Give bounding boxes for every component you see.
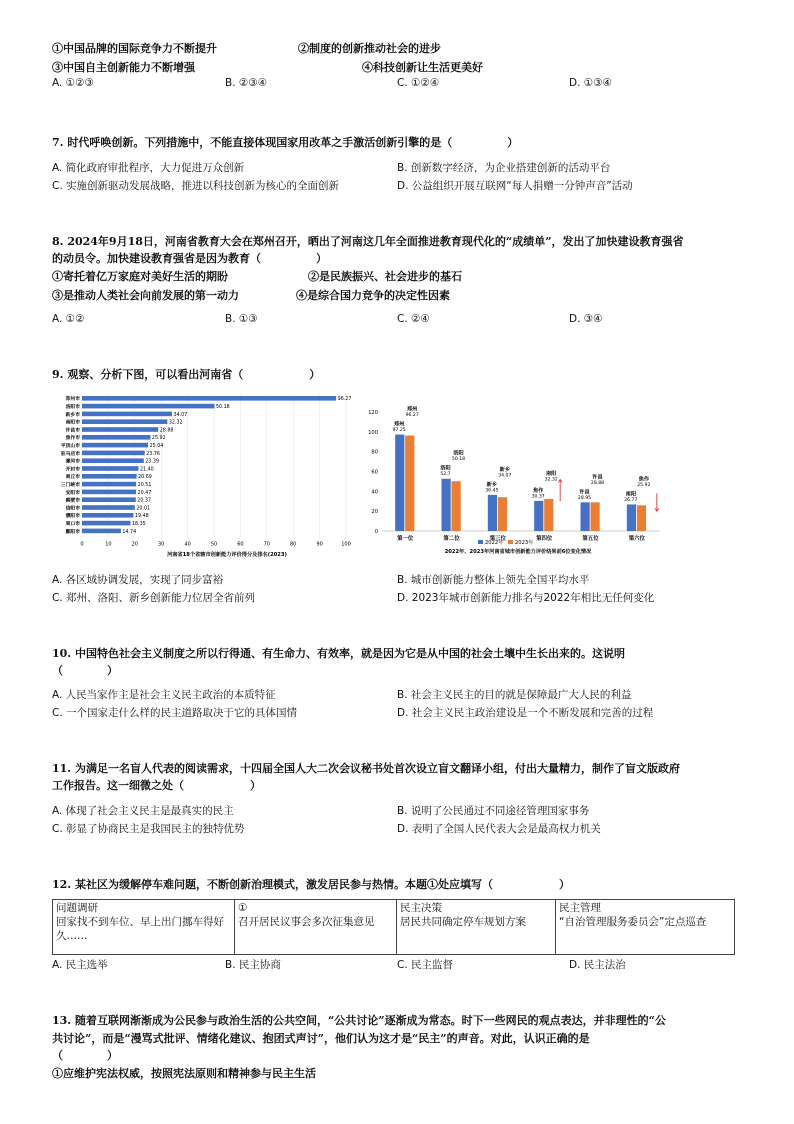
vbar-bar bbox=[534, 501, 543, 531]
q10-option-b: B. 社会主义民主的目的就是保障最广大人民的利益 bbox=[397, 689, 632, 701]
vbar-annotation-value: 96.27 bbox=[405, 413, 419, 419]
vbar-category-label: 第三位 bbox=[489, 536, 506, 542]
hbar-category-label: 平顶山市 bbox=[60, 444, 80, 449]
vbar-annotation-value: 97.25 bbox=[392, 428, 406, 434]
hbar-value-label: 23.39 bbox=[145, 459, 159, 465]
q13-stem-line-1: 13. 随着互联网渐渐成为公民参与政治生活的公共空间，“公共讨论”逐渐成为常态。时下一些网民的观点表达，并非理性的“公 bbox=[52, 1014, 666, 1027]
hbar-value-label: 34.07 bbox=[173, 412, 188, 418]
q12-cell-decision-desc: 居民共同确定停车规划方案 bbox=[400, 916, 526, 928]
q10-stem-line-2: （ ） bbox=[52, 664, 118, 677]
hbar-bar bbox=[82, 451, 145, 456]
legend-label-2023: 2023年 bbox=[515, 540, 534, 546]
hbar-value-label: 23.76 bbox=[146, 451, 160, 457]
hbar-bar bbox=[82, 458, 144, 463]
hbar-value-label: 28.88 bbox=[159, 428, 174, 434]
hbar-category-label: 南阳市 bbox=[65, 420, 80, 426]
vbar-bar bbox=[591, 502, 600, 531]
q9-option-b: B. 城市创新能力整体上领先全国平均水平 bbox=[397, 574, 590, 586]
hbar-category-label: 鹤壁市 bbox=[65, 498, 80, 504]
hbar-category-label: 濮阳市 bbox=[65, 514, 80, 520]
vbar-annotation-value: 36.45 bbox=[485, 488, 499, 494]
vbar-y-tick-label: 120 bbox=[368, 410, 378, 416]
vbar-annotation-city: 焦作 bbox=[532, 487, 544, 494]
q9-option-a: A. 各区域协调发展，实现了同步富裕 bbox=[52, 574, 224, 586]
q13-statement-1: ①应维护宪法权威，按照宪法原则和精神参与民主生活 bbox=[52, 1067, 316, 1080]
q11-option-b: B. 说明了公民通过不同途径管理国家事务 bbox=[397, 805, 590, 817]
vbar-bar bbox=[395, 435, 404, 531]
q11-option-a: A. 体现了社会主义民主是最真实的民主 bbox=[52, 805, 234, 817]
hbar-category-label: 新乡市 bbox=[65, 412, 80, 418]
q11-stem-line-1: 11. 为满足一名盲人代表的阅读需求，十四届全国人大二次会议秘书处首次设立盲文翻译小组，付出大量精力，制作了盲文版政府 bbox=[52, 762, 680, 775]
hbar-value-label: 19.48 bbox=[134, 514, 149, 520]
q8-option-b: B. ①③ bbox=[225, 313, 258, 325]
hbar-value-label: 25.04 bbox=[149, 444, 164, 449]
q9-option-d: D. 2023年城市创新能力排名与2022年相比无任何变化 bbox=[397, 592, 655, 604]
vbar-annotation-city: 焦作 bbox=[638, 476, 650, 483]
hbar-value-label: 32.32 bbox=[168, 420, 183, 426]
hbar-bar bbox=[82, 529, 121, 534]
q6-statement-3: ③中国自主创新能力不断增强 bbox=[52, 61, 195, 74]
hbar-chart-title: 河南省18个省辖市创新能力评价得分及排名(2023) bbox=[167, 552, 287, 558]
vbar-bar bbox=[498, 497, 507, 531]
hbar-x-tick-label: 50 bbox=[210, 541, 218, 548]
vbar-annotation-value: 26.77 bbox=[624, 497, 638, 503]
vbar-annotation-value: 25.92 bbox=[637, 482, 651, 488]
q8-statement-2: ②是民族振兴、社会进步的基石 bbox=[308, 270, 462, 283]
q8-option-a: A. ①② bbox=[52, 313, 85, 325]
q10-stem-line-1: 10. 中国特色社会主义制度之所以行得通、有生命力、有效率，就是因为它是从中国的社会土壤中生长出来的。这说明 bbox=[52, 647, 625, 660]
vbar-annotation-city: 洛阳 bbox=[453, 450, 464, 457]
q7-option-d: D. 公益组织开展互联网“每人捐赠一分钟声音”活动 bbox=[397, 180, 633, 192]
vbar-annotation-city: 郑州 bbox=[406, 406, 418, 413]
q11-option-d: D. 表明了全国人民代表大会是最高权力机关 bbox=[397, 823, 601, 835]
hbar-x-tick-label: 10 bbox=[105, 541, 112, 548]
q7-option-c: C. 实施创新驱动发展战略，推进以科技创新为核心的全面创新 bbox=[52, 180, 340, 192]
hbar-bar bbox=[82, 443, 148, 448]
hbar-value-label: 20.47 bbox=[137, 490, 152, 496]
vbar-annotation-value: 28.95 bbox=[577, 495, 592, 501]
hbar-value-label: 20.37 bbox=[137, 498, 152, 504]
vbar-annotation-city: 许昌 bbox=[592, 474, 603, 481]
vbar-bar bbox=[442, 479, 451, 531]
q8-option-d: D. ③④ bbox=[569, 313, 603, 325]
vbar-category-label: 第五位 bbox=[582, 536, 599, 542]
vbar-y-tick-label: 0 bbox=[374, 529, 378, 535]
city-innovation-score-chart bbox=[50, 390, 360, 560]
hbar-category-label: 郑州市 bbox=[65, 397, 80, 403]
q6-option-b: B. ②③④ bbox=[225, 77, 268, 89]
hbar-value-label: 20.51 bbox=[137, 483, 152, 488]
vbar-bar bbox=[452, 481, 461, 531]
vbar-category-label: 第二位 bbox=[443, 536, 460, 542]
hbar-category-label: 周口市 bbox=[65, 522, 80, 527]
vbar-annotation-city: 新乡 bbox=[486, 481, 498, 488]
q10-option-c: C. 一个国家走什么样的民主道路取决于它的具体国情 bbox=[52, 707, 298, 719]
vbar-annotation-value: 30.37 bbox=[531, 494, 545, 500]
vbar-bar bbox=[488, 495, 497, 531]
q8-statement-3: ③是推动人类社会向前发展的第一动力 bbox=[52, 289, 239, 302]
q12-cell-management-title: 民主管理 bbox=[559, 902, 601, 914]
hbar-bar bbox=[82, 466, 138, 471]
q13-stem-line-2: 共讨论”，而是“漫骂式批评、情绪化建议、抱团式声讨”，他们认为这才是“民主”的声音。对此，认识正确的是 bbox=[52, 1032, 590, 1045]
q8-stem-line-1: 8. 2024年9月18日，河南省教育大会在郑州召开，晒出了河南这几年全面推进教育现代化的“成绩单”，发出了加快建设教育强省 bbox=[52, 235, 684, 248]
q10-option-a: A. 人民当家作主是社会主义民主政治的本质特征 bbox=[52, 689, 276, 701]
hbar-bar bbox=[82, 505, 135, 510]
q10-option-d: D. 社会主义民主政治建设是一个不断发展和完善的过程 bbox=[397, 707, 654, 719]
hbar-value-label: 20.69 bbox=[138, 475, 152, 481]
q12-cell-decision bbox=[397, 900, 556, 955]
q12-process-table bbox=[52, 899, 735, 955]
q13-stem-line-3: （ ） bbox=[52, 1049, 118, 1062]
vbar-annotation-city: 洛阳 bbox=[440, 465, 451, 472]
hbar-x-tick-label: 70 bbox=[263, 541, 270, 548]
hbar-x-tick-label: 100 bbox=[341, 541, 351, 548]
hbar-category-label: 许昌市 bbox=[65, 428, 80, 434]
hbar-value-label: 21.40 bbox=[139, 467, 154, 473]
vbar-y-tick-label: 40 bbox=[371, 489, 378, 496]
hbar-value-label: 20.01 bbox=[136, 506, 151, 512]
hbar-value-label: 18.35 bbox=[131, 522, 146, 527]
vbar-annotation-city: 许昌 bbox=[579, 489, 590, 496]
hbar-x-tick-label: 60 bbox=[237, 541, 244, 548]
vbar-bar bbox=[627, 504, 636, 531]
q9-option-c: C. 郑州、洛阳、新乡创新能力位居全省前列 bbox=[52, 592, 256, 604]
hbar-bar bbox=[82, 513, 133, 518]
legend-swatch-2023 bbox=[508, 540, 513, 544]
q12-cell-survey-desc: 回家找不到车位、早上出门挪车得好久…… bbox=[56, 916, 224, 942]
vbar-annotation-value: 32.32 bbox=[544, 477, 558, 483]
q7-stem: 7. 时代呼唤创新。下列措施中，不能直接体现国家用改革之手激活创新引擎的是（ ） bbox=[52, 136, 519, 149]
q12-stem: 12. 某社区为缓解停车难问题，不断创新治理模式，激发居民参与热情。本题①处应填写（ ） bbox=[52, 878, 570, 891]
vbar-category-label: 第四位 bbox=[536, 536, 553, 542]
q8-statement-1: ①寄托着亿万家庭对美好生活的期盼 bbox=[52, 270, 228, 283]
hbar-bar bbox=[82, 412, 172, 417]
hbar-bar bbox=[82, 497, 136, 502]
vbar-chart-title: 2022年、2023年河南省城市创新能力评价结果前6位变化情况 bbox=[444, 549, 592, 555]
hbar-value-label: 50.18 bbox=[215, 405, 230, 410]
hbar-category-label: 焦作市 bbox=[65, 436, 80, 442]
vbar-bar bbox=[544, 499, 553, 531]
q6-option-d: D. ①③④ bbox=[569, 77, 612, 89]
q12-cell-blank-title: ① bbox=[238, 902, 248, 914]
hbar-value-label: 14.74 bbox=[122, 529, 137, 535]
q6-statement-1: ①中国品牌的国际竞争力不断提升 bbox=[52, 42, 217, 55]
hbar-category-label: 信阳市 bbox=[65, 506, 80, 512]
q12-cell-blank-desc: 召开居民议事会多次征集意见 bbox=[238, 916, 375, 928]
q6-statement-2: ②制度的创新推动社会的进步 bbox=[298, 42, 441, 55]
vbar-y-ticks bbox=[368, 410, 378, 535]
hbar-x-tick-label: 20 bbox=[131, 541, 138, 548]
hbar-category-label: 安阳市 bbox=[65, 490, 80, 496]
q12-option-a: A. 民主选举 bbox=[52, 959, 108, 971]
q6-option-a: A. ①②③ bbox=[52, 77, 94, 89]
hbar-category-label: 商丘市 bbox=[65, 475, 80, 481]
hbar-category-label: 驻马店市 bbox=[60, 451, 80, 457]
q11-option-c: C. 彰显了协商民主是我国民主的独特优势 bbox=[52, 823, 245, 835]
hbar-bar bbox=[82, 396, 336, 401]
q8-option-c: C. ②④ bbox=[397, 313, 430, 325]
vbar-annotation-value: 28.88 bbox=[590, 480, 605, 486]
vbar-y-tick-label: 20 bbox=[371, 509, 378, 516]
q7-option-b: B. 创新数字经济，为企业搭建创新的活动平台 bbox=[397, 162, 611, 174]
q12-cell-management-desc: “自治管理服务委员会”定点巡查 bbox=[559, 916, 707, 928]
hbar-bar bbox=[82, 427, 158, 432]
hbar-x-tick-label: 0 bbox=[80, 541, 84, 548]
q12-cell-blank bbox=[235, 900, 397, 955]
hbar-value-labels bbox=[122, 396, 351, 535]
vbar-annotation-value: 34.07 bbox=[498, 473, 512, 479]
hbar-category-label: 洛阳市 bbox=[65, 405, 80, 410]
q11-stem-line-2: 工作报告。这一细微之处（ ） bbox=[52, 779, 261, 792]
hbar-bar bbox=[82, 482, 136, 487]
legend-swatch-2022 bbox=[478, 540, 483, 544]
hbar-bar bbox=[82, 435, 150, 440]
vbar-bar bbox=[637, 505, 646, 531]
vbar-y-tick-label: 60 bbox=[371, 469, 378, 476]
vbar-annotation-city: 南阳 bbox=[545, 470, 557, 477]
hbar-category-label: 开封市 bbox=[65, 467, 80, 473]
q12-cell-management bbox=[556, 900, 735, 955]
top6-change-chart bbox=[360, 390, 670, 562]
vbar-annotation-city: 郑州 bbox=[393, 421, 405, 428]
hbar-value-label: 25.92 bbox=[151, 436, 166, 442]
hbar-bar bbox=[82, 490, 136, 495]
vbar-annotation-city: 南阳 bbox=[625, 491, 637, 498]
hbar-x-tick-label: 40 bbox=[184, 541, 191, 548]
hbar-bar bbox=[82, 419, 167, 424]
q12-cell-decision-title: 民主决策 bbox=[400, 902, 442, 914]
vbar-bar bbox=[405, 436, 414, 531]
vbar-annotations bbox=[393, 405, 651, 503]
hbar-bar bbox=[82, 404, 214, 409]
hbar-value-label: 96.27 bbox=[337, 397, 352, 403]
hbar-x-tick-label: 80 bbox=[290, 541, 297, 548]
q8-statement-4: ④是综合国力竞争的决定性因素 bbox=[296, 289, 450, 302]
vbar-y-tick-label: 100 bbox=[368, 429, 378, 436]
hbar-x-ticks bbox=[80, 541, 350, 547]
vbar-bars bbox=[395, 435, 646, 531]
vbar-category-label: 第一位 bbox=[397, 536, 414, 542]
hbar-category-labels bbox=[61, 395, 80, 535]
vbar-annotation-value: 50.18 bbox=[451, 457, 466, 463]
hbar-category-label: 鄞阳市 bbox=[65, 529, 80, 535]
hbar-x-tick-label: 90 bbox=[316, 541, 323, 548]
vbar-annotation-city: 新乡 bbox=[499, 466, 511, 473]
vbar-bar bbox=[581, 502, 590, 531]
vbar-annotation-value: 52.7 bbox=[440, 472, 451, 478]
hbar-category-label: 漯河市 bbox=[65, 459, 80, 465]
hbar-bar bbox=[82, 474, 137, 479]
hbar-x-tick-label: 30 bbox=[158, 541, 165, 548]
q6-statement-4: ④科技创新让生活更美好 bbox=[362, 61, 483, 74]
vbar-y-tick-label: 80 bbox=[371, 449, 378, 456]
hbar-bar bbox=[82, 521, 130, 526]
q12-cell-survey-title: 问题调研 bbox=[56, 902, 98, 914]
q6-option-c: C. ①②④ bbox=[397, 77, 440, 89]
hbar-bars bbox=[82, 396, 336, 533]
q9-stem: 9. 观察、分析下图，可以看出河南省（ ） bbox=[52, 368, 321, 381]
q12-option-c: C. 民主监督 bbox=[397, 959, 454, 971]
q7-option-a: A. 简化政府审批程序，大力促进万众创新 bbox=[52, 162, 245, 174]
q12-cell-survey bbox=[53, 900, 235, 955]
legend-label-2022: 2022年 bbox=[485, 540, 504, 546]
q8-stem-line-2: 的动员令。加快建设教育强省是因为教育（ ） bbox=[52, 252, 327, 265]
q12-option-d: D. 民主法治 bbox=[569, 959, 626, 971]
vbar-category-label: 第六位 bbox=[628, 536, 645, 542]
hbar-category-label: 三门峡市 bbox=[60, 483, 80, 488]
q12-option-b: B. 民主协商 bbox=[225, 959, 281, 971]
